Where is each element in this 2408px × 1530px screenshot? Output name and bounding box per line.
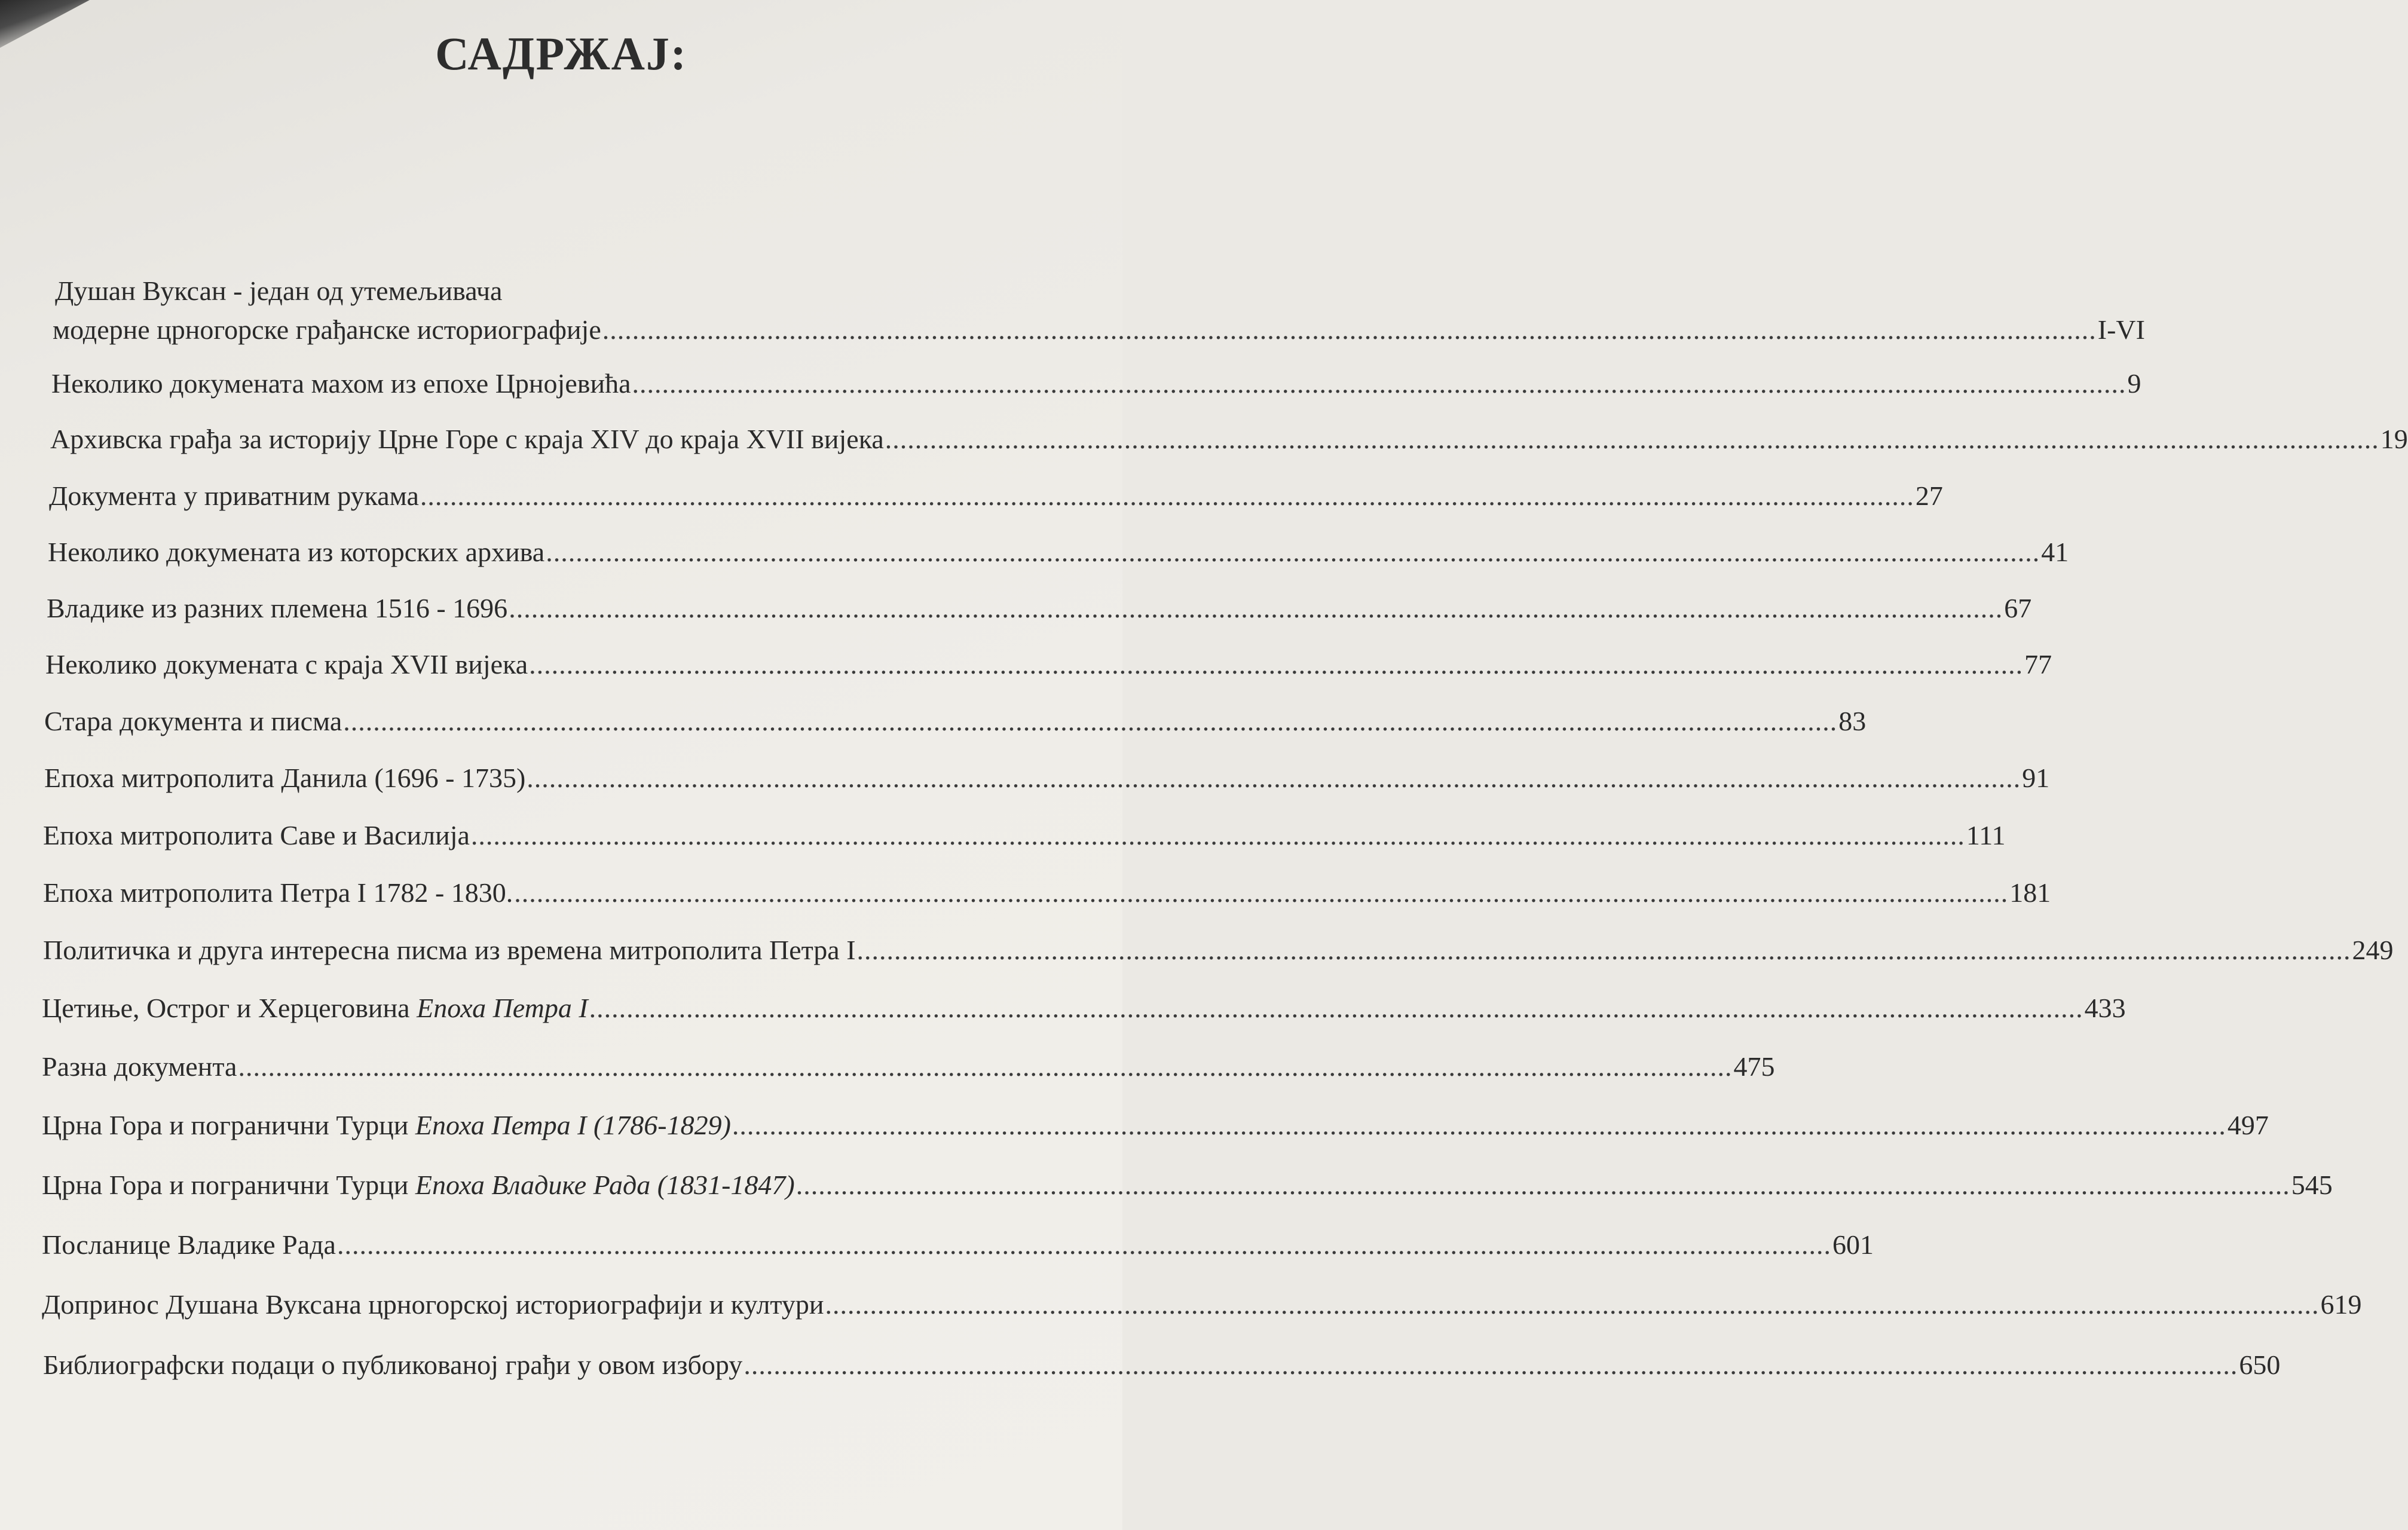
toc-leader-dots: ........................................................................................................................................................................................................ [420, 481, 1914, 511]
toc-page-number: 111 [1966, 820, 2006, 850]
toc-entry [43, 818, 2006, 853]
toc-page-number: 475 [1733, 1051, 1775, 1082]
toc-entry [47, 590, 2032, 626]
toc-leader-dots: ........................................................................................................................................................................................................ [795, 1170, 2290, 1200]
toc-page-number: 497 [2227, 1110, 2269, 1140]
toc-entry [42, 1167, 2333, 1203]
toc-page-number: 91 [2022, 763, 2050, 793]
toc-leader-dots: ........................................................................................................................................................................................................ [546, 537, 2040, 567]
toc-leader-dots: ........................................................................................................................................................................................................ [336, 1229, 1831, 1260]
toc-entry [43, 875, 2051, 911]
toc-entry-title: Неколико докумената с краја XVII вијека [45, 649, 528, 680]
toc-entry-title: Документа у приватним рукама [49, 481, 419, 511]
toc-page-number: 545 [2291, 1170, 2333, 1200]
toc-leader-dots: ........................................................................................................................................................................................................ [825, 1289, 2320, 1320]
toc-entry [51, 366, 2141, 402]
toc-entry [49, 478, 1943, 514]
toc-page-number: 41 [2041, 537, 2069, 567]
toc-entry [43, 1347, 2281, 1383]
toc-entry [48, 534, 2069, 570]
toc-entry-title: Црна Гора и погранични Турци [42, 1110, 409, 1140]
toc-entry-title: Архивска грађа за историју Црне Горе с краја XIV до краја XVII вијека [50, 424, 884, 454]
toc-page-number: 650 [2239, 1350, 2281, 1380]
toc-entry-1-first-line: Душан Вуксан - један од утемељивача [55, 276, 503, 306]
toc-entry-title: Допринос Душана Вуксана црногорској историографији и култури [42, 1289, 824, 1320]
toc-entry-title: Цетиње, Острог и Херцеговина [42, 993, 410, 1023]
toc-entry [42, 1227, 1874, 1263]
toc-entry [42, 1049, 1775, 1085]
toc-entry-title: Епоха митрополита Петра I 1782 - 1830. [43, 877, 513, 908]
toc-page-number: 249 [2352, 935, 2394, 965]
toc-entry [42, 990, 2126, 1026]
toc-leader-dots: ........................................................................................................................................................................................................ [529, 649, 2024, 680]
toc-entry-title: Библиографски подаци о публикованој грађи у овом избору [43, 1350, 743, 1380]
toc-leader-dots: ........................................................................................................................................................................................................ [856, 935, 2351, 965]
toc-entry-title: Епоха митрополита Саве и Василија [43, 820, 470, 850]
toc-leader-dots: ........................................................................................................................................................................................................ [632, 368, 2126, 399]
toc-leader-dots: ........................................................................................................................................................................................................ [514, 877, 2009, 908]
page-title: САДРЖАЈ: [435, 27, 687, 79]
toc-entry-title: Стара документа и писма [44, 706, 342, 736]
toc-entry-title: Црна Гора и погранични Турци [42, 1170, 409, 1200]
toc-page-number: 19 [2380, 424, 2408, 454]
toc-leader-dots: ........................................................................................................................................................................................................ [885, 424, 2379, 454]
toc-entry-title: Владике из разних племена 1516 - 1696 [47, 593, 508, 623]
toc-entry-title: Политичка и друга интересна писма из времена митрополита Петра I [43, 935, 856, 965]
toc-page-number: 77 [2024, 649, 2052, 680]
toc-page-number: 9 [2127, 368, 2141, 399]
toc-page-number: I-VI [2097, 314, 2145, 345]
toc-entry-title: Неколико докумената махом из епохе Црнојевића [51, 368, 631, 399]
toc-page-number: 601 [1832, 1229, 1874, 1260]
toc-entry-subtitle: Епоха Петра I [417, 993, 588, 1023]
toc-leader-dots: ........................................................................................................................................................................................................ [509, 593, 2003, 623]
toc-page-number: 67 [2004, 593, 2032, 623]
toc-entry [43, 932, 2394, 968]
toc-entry [42, 1287, 2362, 1323]
toc-entry-title: Неколико докумената из которских архива [48, 537, 545, 567]
toc-entry [50, 421, 2408, 457]
toc-entry [44, 703, 1867, 739]
toc-page-number: 433 [2084, 993, 2126, 1023]
toc-leader-dots: ........................................................................................................................................................................................................ [343, 706, 1838, 736]
toc-entry [44, 760, 2050, 796]
toc-leader-dots: ........................................................................................................................................................................................................ [743, 1350, 2238, 1380]
toc-page-number: 27 [1915, 481, 1943, 511]
toc-entry [53, 312, 2145, 348]
toc-entry-subtitle: Епоха Петра I (1786-1829) [415, 1110, 731, 1140]
toc-page-number: 83 [1838, 706, 1867, 736]
toc-entry [42, 1107, 2269, 1143]
toc-entry [45, 647, 2052, 683]
toc-entry-title: Епоха митрополита Данила (1696 - 1735) [44, 763, 526, 793]
toc-leader-dots: ........................................................................................................................................................................................................ [602, 314, 2097, 345]
toc-entry-title: Разна документа [42, 1051, 237, 1082]
toc-entry-title: Посланице Владике Рада [42, 1229, 336, 1260]
toc-leader-dots: ........................................................................................................................................................................................................ [527, 763, 2021, 793]
toc-leader-dots: ........................................................................................................................................................................................................ [732, 1110, 2226, 1140]
toc-leader-dots: ........................................................................................................................................................................................................ [589, 993, 2083, 1023]
toc-entry-subtitle: Епоха Владике Рада (1831-1847) [415, 1170, 795, 1200]
toc-page-number: 619 [2320, 1289, 2362, 1320]
toc-page-number: 181 [2009, 877, 2051, 908]
toc-leader-dots: ........................................................................................................................................................................................................ [238, 1051, 1733, 1082]
toc-leader-dots: ........................................................................................................................................................................................................ [470, 820, 1965, 850]
toc-entry-title: модерне црногорске грађанске историографије [53, 314, 601, 345]
